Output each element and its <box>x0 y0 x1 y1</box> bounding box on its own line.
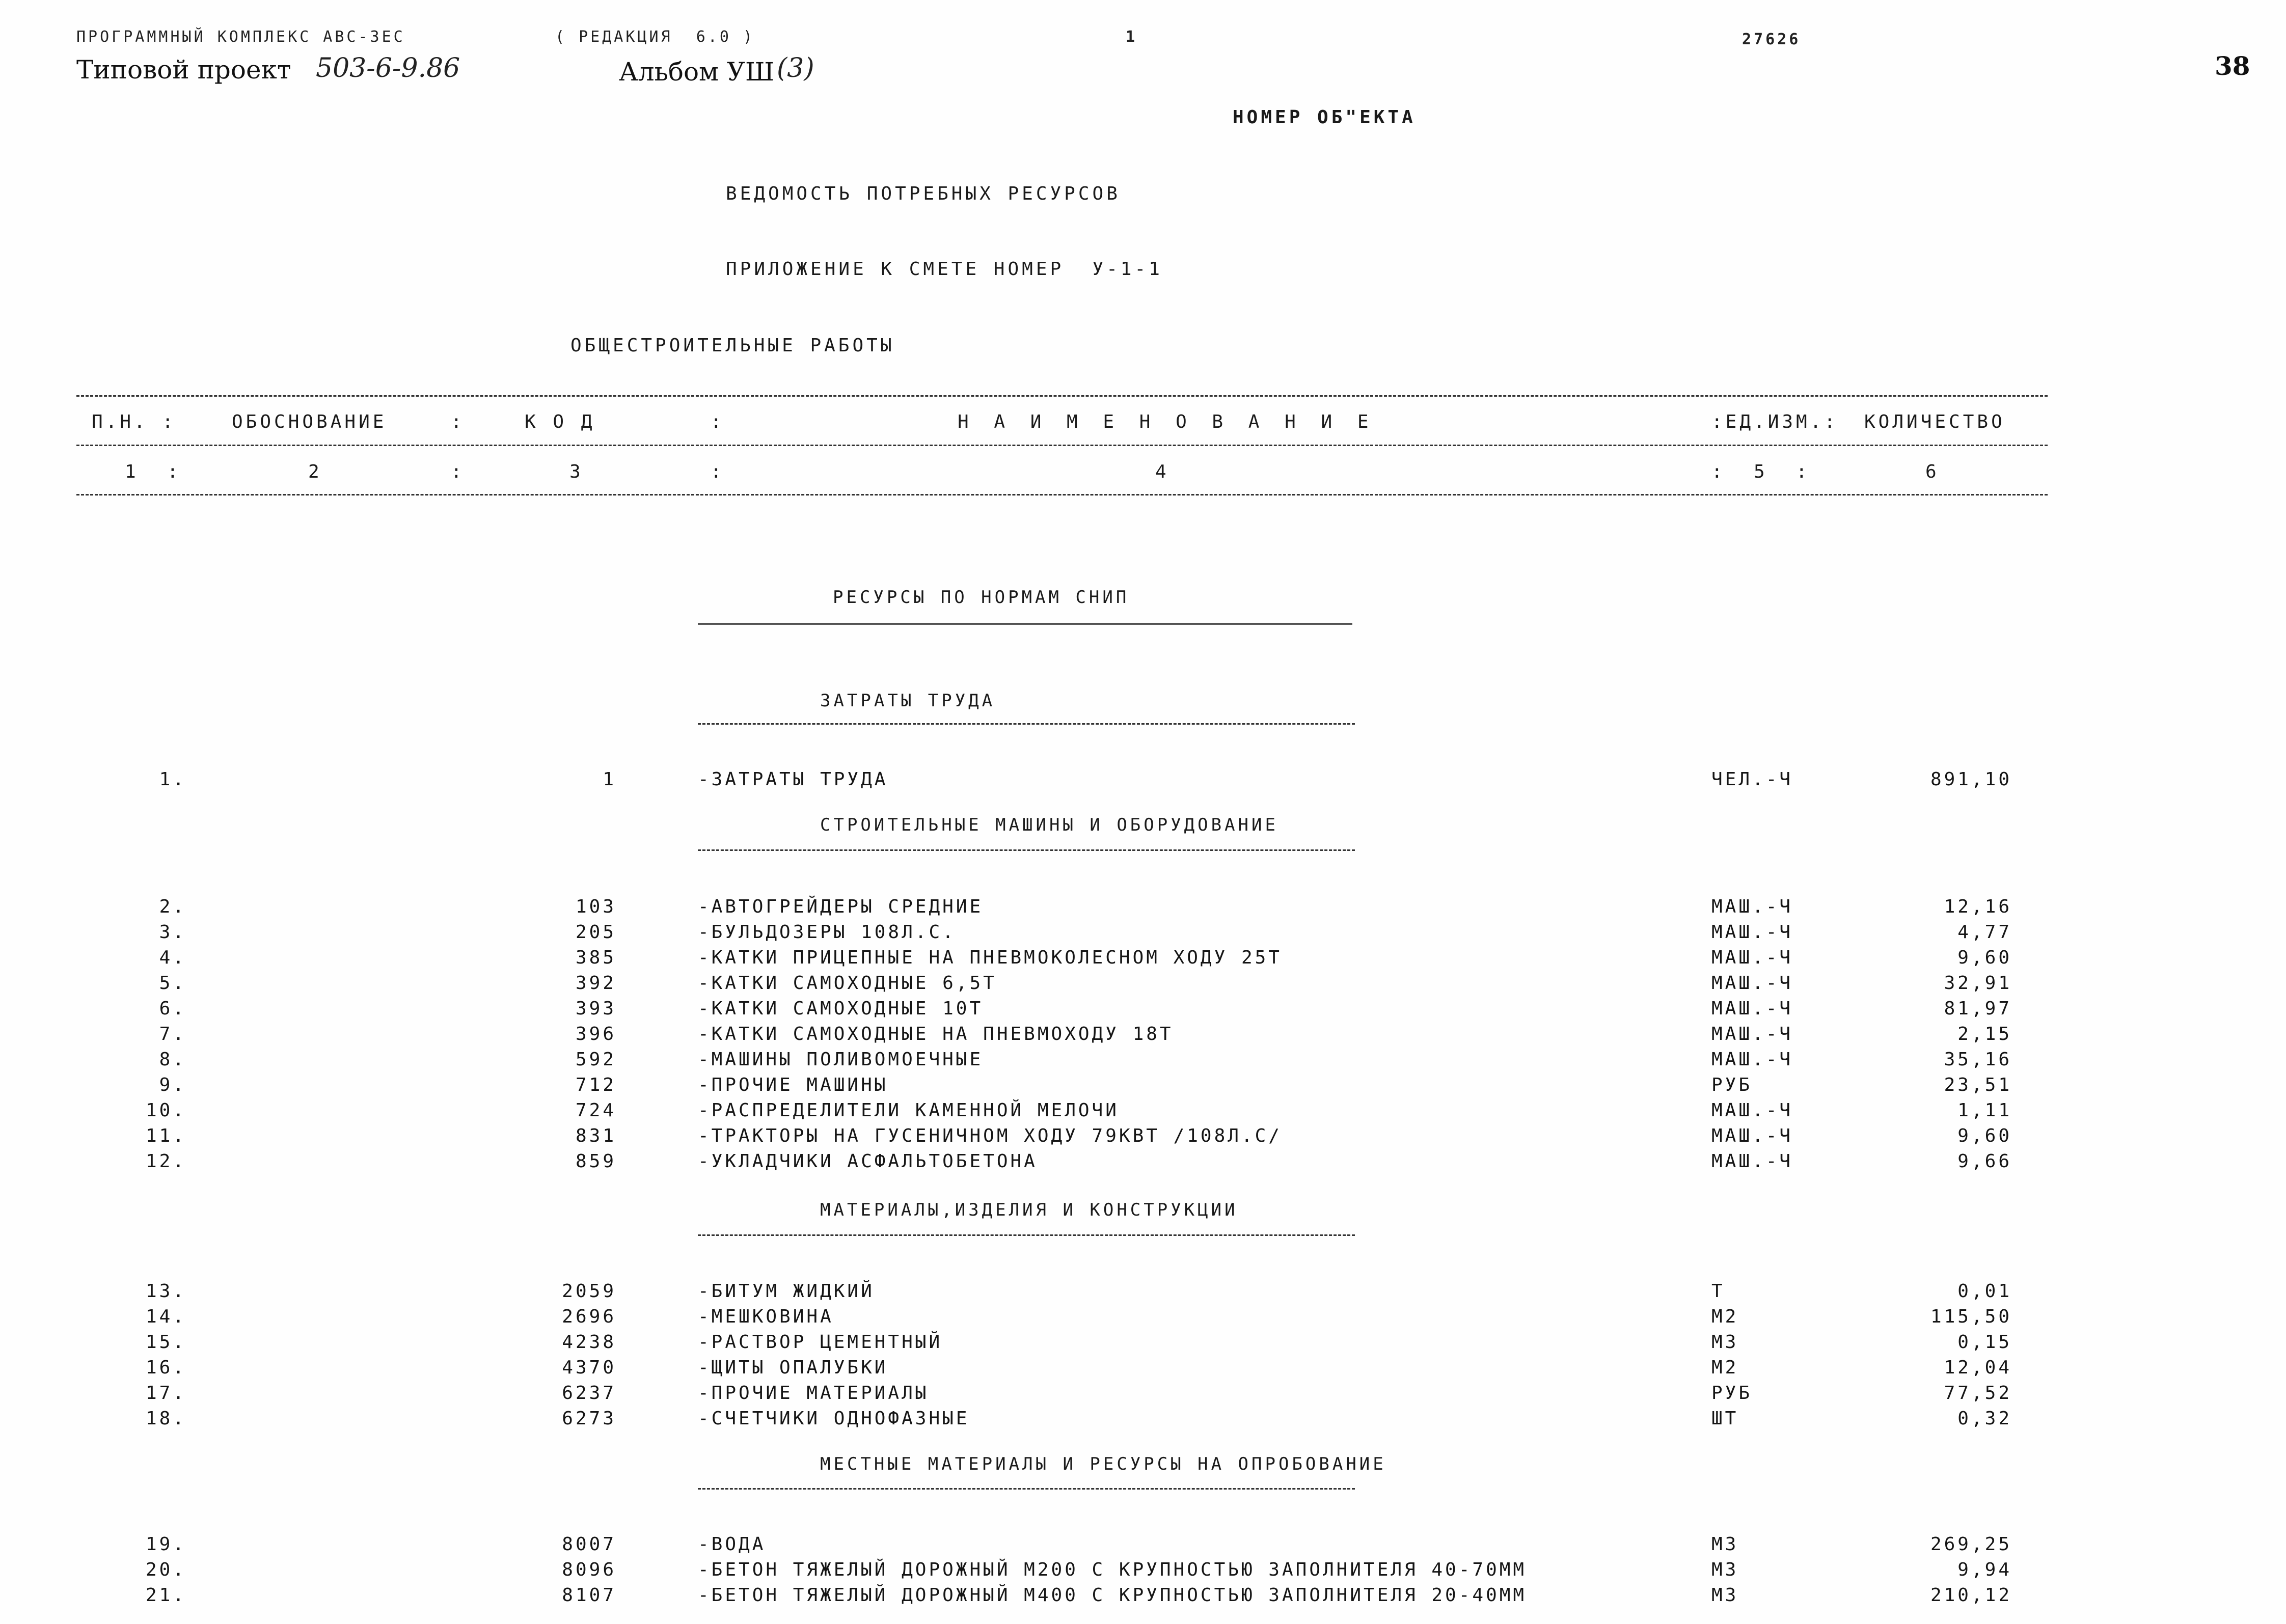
row-quantity: 0,32 <box>1957 1408 2012 1429</box>
row-name: -ПРОЧИЕ МАШИНЫ <box>698 1075 888 1095</box>
row-unit: МАШ.-Ч <box>1711 1100 1793 1121</box>
row-unit: МАШ.-Ч <box>1711 1151 1793 1172</box>
row-name: -БУЛЬДОЗЕРЫ 108Л.С. <box>698 922 956 943</box>
section-title: ЗАТРАТЫ ТРУДА <box>820 691 996 711</box>
row-number: 18. <box>145 1408 186 1429</box>
row-code: 2696 <box>562 1306 616 1327</box>
row-number: 6. <box>159 998 186 1019</box>
row-unit: М2 <box>1711 1357 1739 1378</box>
section-underline <box>698 849 1355 851</box>
row-code: 6273 <box>562 1408 616 1429</box>
row-quantity: 0,15 <box>1957 1332 2012 1353</box>
row-number: 15. <box>145 1332 186 1353</box>
row-code: 859 <box>575 1151 616 1172</box>
row-code: 396 <box>575 1024 616 1044</box>
row-quantity: 210,12 <box>1930 1585 2012 1606</box>
row-number: 5. <box>159 973 186 994</box>
table-row <box>0 998 2286 1024</box>
row-quantity: 2,15 <box>1957 1024 2012 1044</box>
row-quantity: 9,60 <box>1957 1125 2012 1146</box>
row-number: 7. <box>159 1024 186 1044</box>
table-row <box>0 947 2286 973</box>
project-code: 503-6-9.86 <box>316 53 460 84</box>
resources-title: РЕСУРСЫ ПО НОРМАМ СНИП <box>833 587 1130 608</box>
col-header-name: Н А И М Е Н О В А Н И Е <box>958 411 1376 432</box>
row-quantity: 4,77 <box>1957 922 2012 943</box>
row-quantity: 81,97 <box>1944 998 2012 1019</box>
row-quantity: 891,10 <box>1930 769 2012 790</box>
table-row <box>0 1075 2286 1100</box>
row-code: 392 <box>575 973 616 994</box>
row-quantity: 32,91 <box>1944 973 2012 994</box>
row-code: 592 <box>575 1049 616 1070</box>
row-name: -БЕТОН ТЯЖЕЛЫЙ ДОРОЖНЫЙ М200 С КРУПНОСТЬЮ ЗАПОЛНИТЕЛЯ 40-70ММ <box>698 1559 1527 1580</box>
row-number: 4. <box>159 947 186 968</box>
col-number-1: 1 : <box>125 461 181 482</box>
row-unit: МАШ.-Ч <box>1711 922 1793 943</box>
row-code: 1 <box>603 769 616 790</box>
table-row <box>0 1559 2286 1585</box>
row-number: 14. <box>145 1306 186 1327</box>
col-header-sep: : <box>711 411 725 432</box>
row-quantity: 77,52 <box>1944 1383 2012 1403</box>
document-number: 27626 <box>1742 31 1801 48</box>
row-name: -БЕТОН ТЯЖЕЛЫЙ ДОРОЖНЫЙ М400 С КРУПНОСТЬЮ ЗАПОЛНИТЕЛЯ 20-40ММ <box>698 1585 1527 1606</box>
row-code: 393 <box>575 998 616 1019</box>
row-name: -РАСПРЕДЕЛИТЕЛИ КАМЕННОЙ МЕЛОЧИ <box>698 1100 1119 1121</box>
row-name: -КАТКИ САМОХОДНЫЕ 6,5Т <box>698 973 997 994</box>
object-number-title: НОМЕР ОБ"ЕКТА <box>1233 107 1416 128</box>
table-row <box>0 922 2286 947</box>
col-header-unit: :ЕД.ИЗМ.: <box>1711 411 1839 432</box>
row-code: 831 <box>575 1125 616 1146</box>
table-row <box>0 1306 2286 1332</box>
row-number: 16. <box>145 1357 186 1378</box>
row-quantity: 9,66 <box>1957 1151 2012 1172</box>
col-number-6: 6 <box>1925 461 1940 482</box>
row-name: -МАШИНЫ ПОЛИВОМОЕЧНЫЕ <box>698 1049 984 1070</box>
col-number-sep: : <box>451 461 465 482</box>
table-row <box>0 1100 2286 1125</box>
section-underline <box>698 1234 1355 1236</box>
row-code: 4370 <box>562 1357 616 1378</box>
col-header-sep: : <box>451 411 465 432</box>
row-unit: ЧЕЛ.-Ч <box>1711 769 1793 790</box>
table-row <box>0 973 2286 998</box>
row-number: 19. <box>145 1534 186 1555</box>
col-header-code: К О Д <box>525 411 595 432</box>
row-code: 205 <box>575 922 616 943</box>
row-number: 8. <box>159 1049 186 1070</box>
row-quantity: 9,94 <box>1957 1559 2012 1580</box>
row-name: -СЧЕТЧИКИ ОДНОФАЗНЫЕ <box>698 1408 970 1429</box>
row-code: 4238 <box>562 1332 616 1353</box>
row-quantity: 12,04 <box>1944 1357 2012 1378</box>
row-name: -КАТКИ ПРИЦЕПНЫЕ НА ПНЕВМОКОЛЕСНОМ ХОДУ 25Т <box>698 947 1282 968</box>
table-row <box>0 1357 2286 1383</box>
row-unit: Т <box>1711 1281 1725 1302</box>
table-row <box>0 769 2286 794</box>
row-number: 1. <box>159 769 186 790</box>
row-unit: МАШ.-Ч <box>1711 1125 1793 1146</box>
table-header-rule-bottom <box>76 494 2048 496</box>
table-row <box>0 1024 2286 1049</box>
row-code: 712 <box>575 1075 616 1095</box>
statement-title: ВЕДОМОСТЬ ПОТРЕБНЫХ РЕСУРСОВ <box>726 183 1121 204</box>
table-row <box>0 1049 2286 1075</box>
col-number-sep: : <box>711 461 725 482</box>
section-title: МЕСТНЫЕ МАТЕРИАЛЫ И РЕСУРСЫ НА ОПРОБОВАНИЕ <box>820 1454 1386 1474</box>
col-header-qty: КОЛИЧЕСТВО <box>1864 411 2005 432</box>
row-number: 13. <box>145 1281 186 1302</box>
table-row <box>0 1332 2286 1357</box>
row-unit: М3 <box>1711 1332 1739 1353</box>
row-name: -ЩИТЫ ОПАЛУБКИ <box>698 1357 888 1378</box>
row-name: -УКЛАДЧИКИ АСФАЛЬТОБЕТОНА <box>698 1151 1038 1172</box>
table-row <box>0 1585 2286 1610</box>
table-row <box>0 1151 2286 1176</box>
col-number-2: 2 <box>308 461 322 482</box>
row-unit: МАШ.-Ч <box>1711 1049 1793 1070</box>
row-name: -РАСТВОР ЦЕМЕНТНЫЙ <box>698 1332 943 1353</box>
sheet-number: 1 <box>1126 28 1138 46</box>
program-name: ПРОГРАММНЫЙ КОМПЛЕКС АВС-ЗЕС <box>76 28 405 46</box>
row-code: 385 <box>575 947 616 968</box>
row-code: 724 <box>575 1100 616 1121</box>
row-unit: М3 <box>1711 1585 1739 1606</box>
row-name: -ПРОЧИЕ МАТЕРИАЛЫ <box>698 1383 929 1403</box>
table-row <box>0 1383 2286 1408</box>
project-label: Типовой проект <box>76 55 291 85</box>
row-number: 20. <box>145 1559 186 1580</box>
row-unit: М2 <box>1711 1306 1739 1327</box>
row-number: 21. <box>145 1585 186 1606</box>
section-title: МАТЕРИАЛЫ,ИЗДЕЛИЯ И КОНСТРУКЦИИ <box>820 1200 1238 1220</box>
row-number: 17. <box>145 1383 186 1403</box>
row-code: 2059 <box>562 1281 616 1302</box>
row-name: -ВОДА <box>698 1534 766 1555</box>
album-part: (3) <box>777 53 814 84</box>
row-unit: МАШ.-Ч <box>1711 973 1793 994</box>
table-header-rule-top <box>76 395 2048 397</box>
row-number: 9. <box>159 1075 186 1095</box>
row-quantity: 269,25 <box>1930 1534 2012 1555</box>
appendix-title: ПРИЛОЖЕНИЕ К СМЕТЕ НОМЕР У-1-1 <box>726 259 1163 280</box>
row-name: -ЗАТРАТЫ ТРУДА <box>698 769 888 790</box>
row-unit: МАШ.-Ч <box>1711 998 1793 1019</box>
row-unit: ШТ <box>1711 1408 1739 1429</box>
album-label: Альбом УШ <box>619 57 775 87</box>
row-unit: МАШ.-Ч <box>1711 896 1793 917</box>
row-quantity: 23,51 <box>1944 1075 2012 1095</box>
row-code: 8107 <box>562 1585 616 1606</box>
row-code: 8007 <box>562 1534 616 1555</box>
table-row <box>0 1408 2286 1434</box>
row-name: -АВТОГРЕЙДЕРЫ СРЕДНИЕ <box>698 896 984 917</box>
row-quantity: 115,50 <box>1930 1306 2012 1327</box>
row-name: -ТРАКТОРЫ НА ГУСЕНИЧНОМ ХОДУ 79КВТ /108Л.С/ <box>698 1125 1282 1146</box>
row-code: 6237 <box>562 1383 616 1403</box>
row-unit: М3 <box>1711 1534 1739 1555</box>
row-name: -БИТУМ ЖИДКИЙ <box>698 1281 875 1302</box>
row-quantity: 35,16 <box>1944 1049 2012 1070</box>
row-unit: М3 <box>1711 1559 1739 1580</box>
row-number: 3. <box>159 922 186 943</box>
row-unit: МАШ.-Ч <box>1711 947 1793 968</box>
table-row <box>0 1281 2286 1306</box>
row-quantity: 0,01 <box>1957 1281 2012 1302</box>
section-title: СТРОИТЕЛЬНЫЕ МАШИНЫ И ОБОРУДОВАНИЕ <box>820 815 1278 835</box>
col-header-pn: П.Н. : <box>92 411 177 432</box>
resources-title-underline <box>698 623 1352 627</box>
col-header-basis: ОБОСНОВАНИЕ <box>232 411 387 432</box>
section-underline <box>698 723 1355 725</box>
row-quantity: 1,11 <box>1957 1100 2012 1121</box>
row-number: 10. <box>145 1100 186 1121</box>
row-name: -МЕШКОВИНА <box>698 1306 834 1327</box>
row-name: -КАТКИ САМОХОДНЫЕ НА ПНЕВМОХОДУ 18Т <box>698 1024 1174 1044</box>
row-unit: РУБ <box>1711 1383 1753 1403</box>
row-number: 12. <box>145 1151 186 1172</box>
page-number: 38 <box>2215 51 2250 81</box>
col-number-3: 3 <box>569 461 584 482</box>
row-number: 2. <box>159 896 186 917</box>
works-title: ОБЩЕСТРОИТЕЛЬНЫЕ РАБОТЫ <box>570 335 895 356</box>
row-name: -КАТКИ САМОХОДНЫЕ 10Т <box>698 998 984 1019</box>
col-number-5: : 5 : <box>1711 461 1810 482</box>
edition-label: ( РЕДАКЦИЯ 6.0 ) <box>555 28 755 46</box>
table-row <box>0 896 2286 922</box>
row-code: 103 <box>575 896 616 917</box>
table-header-rule-mid <box>76 445 2048 446</box>
table-row <box>0 1125 2286 1151</box>
col-number-4: 4 <box>1155 461 1169 482</box>
row-code: 8096 <box>562 1559 616 1580</box>
row-unit: РУБ <box>1711 1075 1753 1095</box>
row-number: 11. <box>145 1125 186 1146</box>
section-underline <box>698 1488 1355 1490</box>
table-row <box>0 1534 2286 1559</box>
row-quantity: 12,16 <box>1944 896 2012 917</box>
row-quantity: 9,60 <box>1957 947 2012 968</box>
row-unit: МАШ.-Ч <box>1711 1024 1793 1044</box>
